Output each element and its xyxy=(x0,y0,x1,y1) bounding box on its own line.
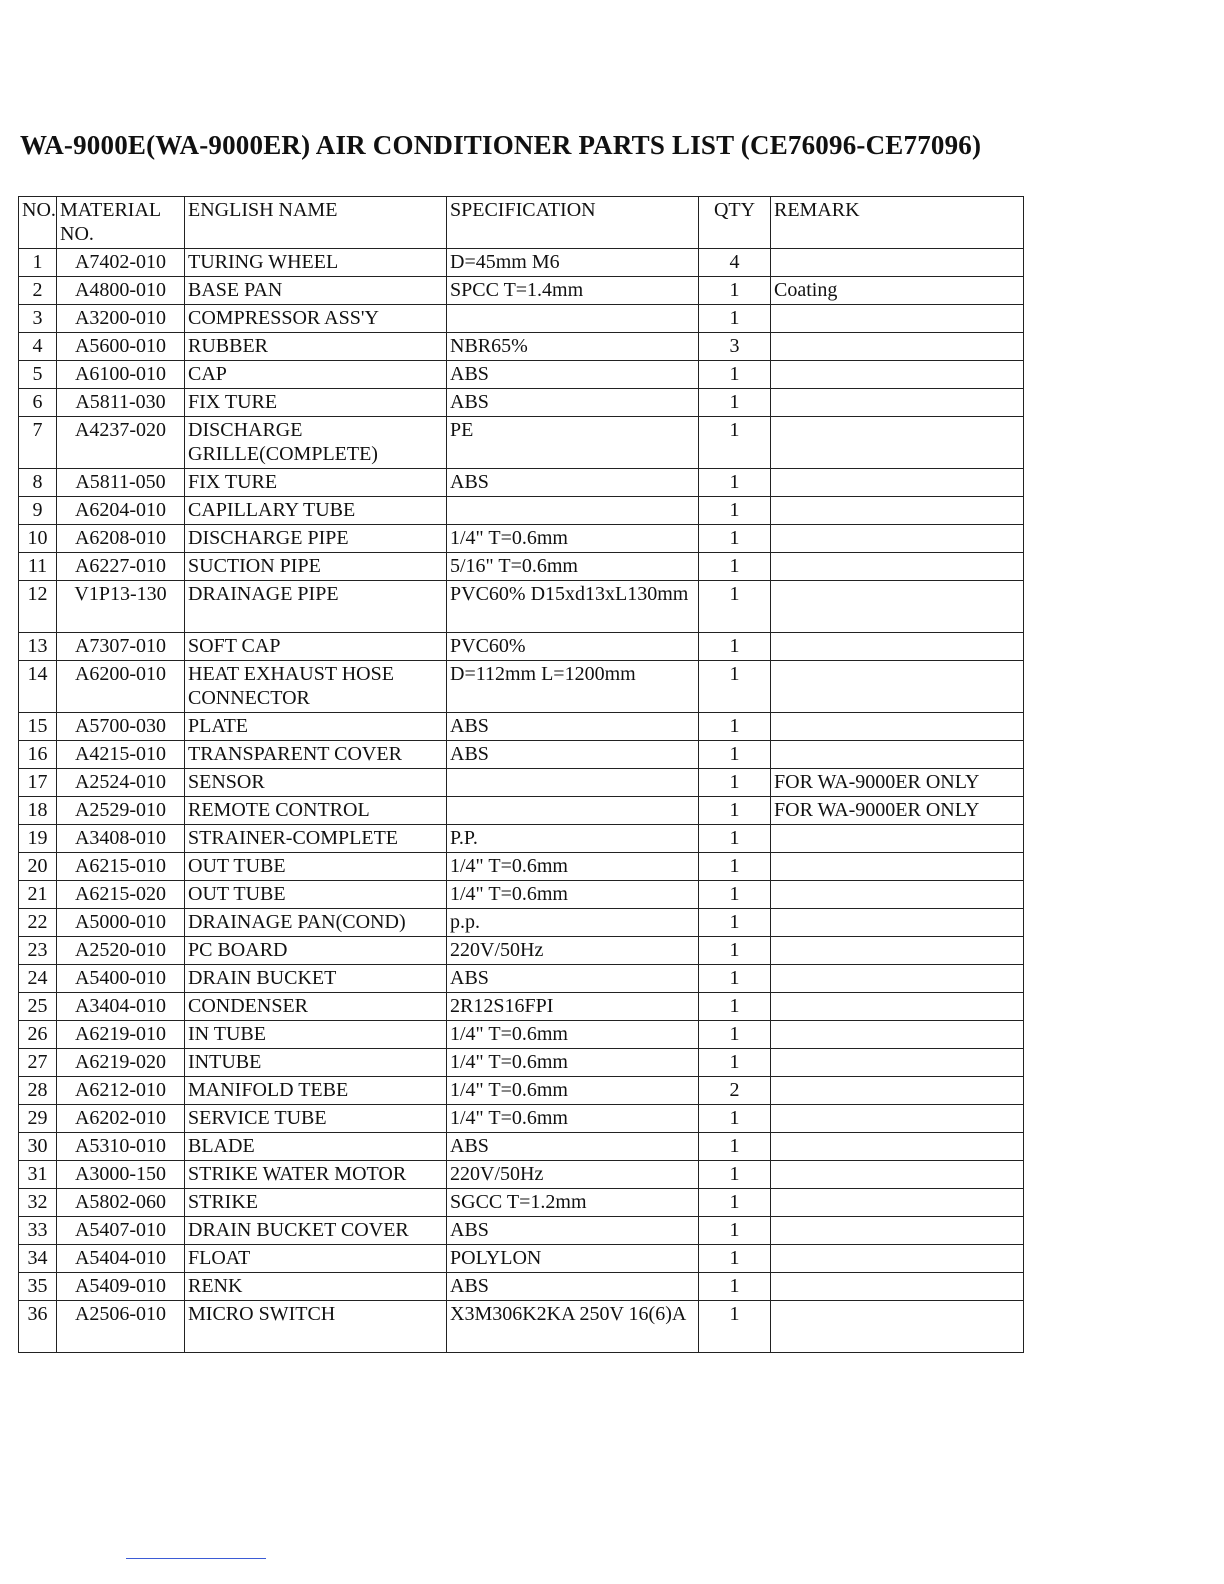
cell-english-name: TRANSPARENT COVER xyxy=(185,741,447,769)
cell-qty: 1 xyxy=(699,581,771,633)
cell-english-name: FLOAT xyxy=(185,1245,447,1273)
cell-no: 8 xyxy=(19,469,57,497)
table-row xyxy=(19,909,1024,937)
cell-specification: 1/4" T=0.6mm xyxy=(447,881,699,909)
cell-material-no: A5400-010 xyxy=(57,965,185,993)
table-row xyxy=(19,333,1024,361)
cell-qty: 1 xyxy=(699,993,771,1021)
cell-remark xyxy=(771,1245,1024,1273)
cell-qty: 1 xyxy=(699,1049,771,1077)
cell-english-name: MICRO SWITCH xyxy=(185,1301,447,1353)
table-row xyxy=(19,361,1024,389)
cell-specification xyxy=(447,305,699,333)
cell-qty: 4 xyxy=(699,249,771,277)
table-row xyxy=(19,249,1024,277)
header-remark: REMARK xyxy=(771,197,1024,249)
cell-remark xyxy=(771,1105,1024,1133)
cell-qty: 1 xyxy=(699,525,771,553)
table-row xyxy=(19,1245,1024,1273)
cell-material-no: A6100-010 xyxy=(57,361,185,389)
cell-english-name: TURING WHEEL xyxy=(185,249,447,277)
cell-no: 18 xyxy=(19,797,57,825)
cell-specification xyxy=(447,797,699,825)
cell-remark xyxy=(771,1217,1024,1245)
cell-specification: ABS xyxy=(447,1217,699,1245)
cell-qty: 1 xyxy=(699,797,771,825)
cell-remark xyxy=(771,993,1024,1021)
cell-remark xyxy=(771,965,1024,993)
cell-material-no: A5310-010 xyxy=(57,1133,185,1161)
cell-specification: PE xyxy=(447,417,699,469)
header-qty: QTY xyxy=(699,197,771,249)
cell-english-name: SERVICE TUBE xyxy=(185,1105,447,1133)
cell-material-no: A5700-030 xyxy=(57,713,185,741)
cell-material-no: A3408-010 xyxy=(57,825,185,853)
table-row xyxy=(19,389,1024,417)
cell-qty: 3 xyxy=(699,333,771,361)
table-row xyxy=(19,525,1024,553)
cell-remark: FOR WA-9000ER ONLY xyxy=(771,797,1024,825)
cell-qty: 1 xyxy=(699,713,771,741)
table-row xyxy=(19,417,1024,469)
cell-specification: ABS xyxy=(447,741,699,769)
cell-remark xyxy=(771,581,1024,633)
cell-no: 7 xyxy=(19,417,57,469)
cell-qty: 1 xyxy=(699,361,771,389)
cell-no: 9 xyxy=(19,497,57,525)
cell-english-name: FIX TURE xyxy=(185,469,447,497)
cell-specification: 220V/50Hz xyxy=(447,1161,699,1189)
cell-remark xyxy=(771,825,1024,853)
cell-specification: 1/4" T=0.6mm xyxy=(447,1049,699,1077)
cell-english-name: DRAINAGE PAN(COND) xyxy=(185,909,447,937)
table-row xyxy=(19,1105,1024,1133)
table-row xyxy=(19,497,1024,525)
cell-remark xyxy=(771,1021,1024,1049)
cell-remark xyxy=(771,249,1024,277)
cell-no: 28 xyxy=(19,1077,57,1105)
table-row xyxy=(19,661,1024,713)
cell-specification: 1/4" T=0.6mm xyxy=(447,1021,699,1049)
cell-qty: 1 xyxy=(699,937,771,965)
cell-no: 32 xyxy=(19,1189,57,1217)
cell-qty: 1 xyxy=(699,305,771,333)
cell-english-name: SUCTION PIPE xyxy=(185,553,447,581)
cell-english-name: PLATE xyxy=(185,713,447,741)
parts-table-body xyxy=(19,249,1024,1353)
cell-qty: 1 xyxy=(699,825,771,853)
cell-remark xyxy=(771,1077,1024,1105)
cell-material-no: A5409-010 xyxy=(57,1273,185,1301)
cell-english-name: INTUBE xyxy=(185,1049,447,1077)
cell-no: 25 xyxy=(19,993,57,1021)
table-row xyxy=(19,1301,1024,1353)
header-specification: SPECIFICATION xyxy=(447,197,699,249)
table-row xyxy=(19,277,1024,305)
table-row xyxy=(19,469,1024,497)
cell-qty: 1 xyxy=(699,1189,771,1217)
header-no: NO. xyxy=(19,197,57,249)
cell-material-no: A5000-010 xyxy=(57,909,185,937)
cell-no: 31 xyxy=(19,1161,57,1189)
cell-material-no: A4237-020 xyxy=(57,417,185,469)
cell-no: 33 xyxy=(19,1217,57,1245)
cell-english-name: BLADE xyxy=(185,1133,447,1161)
cell-specification: 1/4" T=0.6mm xyxy=(447,525,699,553)
cell-material-no: A6219-010 xyxy=(57,1021,185,1049)
cell-material-no: A6215-020 xyxy=(57,881,185,909)
cell-english-name: COMPRESSOR ASS'Y xyxy=(185,305,447,333)
cell-qty: 1 xyxy=(699,497,771,525)
cell-no: 3 xyxy=(19,305,57,333)
cell-qty: 1 xyxy=(699,469,771,497)
cell-material-no: A5811-050 xyxy=(57,469,185,497)
cell-specification: ABS xyxy=(447,1133,699,1161)
cell-specification: 1/4" T=0.6mm xyxy=(447,1105,699,1133)
cell-no: 16 xyxy=(19,741,57,769)
cell-remark xyxy=(771,333,1024,361)
cell-english-name: OUT TUBE xyxy=(185,881,447,909)
cell-remark xyxy=(771,1133,1024,1161)
cell-english-name: IN TUBE xyxy=(185,1021,447,1049)
table-row xyxy=(19,853,1024,881)
cell-specification: ABS xyxy=(447,361,699,389)
cell-english-name: BASE PAN xyxy=(185,277,447,305)
cell-specification: 2R12S16FPI xyxy=(447,993,699,1021)
cell-no: 2 xyxy=(19,277,57,305)
cell-no: 19 xyxy=(19,825,57,853)
cell-material-no: A7307-010 xyxy=(57,633,185,661)
cell-specification: ABS xyxy=(447,389,699,417)
cell-english-name: REMOTE CONTROL xyxy=(185,797,447,825)
cell-remark xyxy=(771,361,1024,389)
cell-qty: 1 xyxy=(699,417,771,469)
cell-specification: PVC60% D15xd13xL130mm xyxy=(447,581,699,633)
cell-english-name: RUBBER xyxy=(185,333,447,361)
cell-no: 35 xyxy=(19,1273,57,1301)
table-row xyxy=(19,1049,1024,1077)
cell-no: 15 xyxy=(19,713,57,741)
table-row xyxy=(19,305,1024,333)
table-row xyxy=(19,937,1024,965)
cell-no: 4 xyxy=(19,333,57,361)
cell-qty: 1 xyxy=(699,553,771,581)
cell-qty: 1 xyxy=(699,853,771,881)
cell-english-name: OUT TUBE xyxy=(185,853,447,881)
cell-no: 6 xyxy=(19,389,57,417)
page-title: WA-9000E(WA-9000ER) AIR CONDITIONER PARTS LIST (CE76096-CE77096) xyxy=(20,130,982,160)
cell-material-no: A2529-010 xyxy=(57,797,185,825)
table-row xyxy=(19,769,1024,797)
cell-remark xyxy=(771,1161,1024,1189)
cell-qty: 1 xyxy=(699,1245,771,1273)
cell-specification xyxy=(447,497,699,525)
cell-english-name: CAPILLARY TUBE xyxy=(185,497,447,525)
cell-material-no: A6208-010 xyxy=(57,525,185,553)
cell-qty: 1 xyxy=(699,741,771,769)
cell-remark xyxy=(771,1273,1024,1301)
cell-material-no: A2520-010 xyxy=(57,937,185,965)
cell-no: 20 xyxy=(19,853,57,881)
cell-no: 30 xyxy=(19,1133,57,1161)
cell-material-no: A6219-020 xyxy=(57,1049,185,1077)
cell-no: 17 xyxy=(19,769,57,797)
table-row xyxy=(19,1189,1024,1217)
cell-remark xyxy=(771,553,1024,581)
cell-material-no: A6204-010 xyxy=(57,497,185,525)
cell-remark xyxy=(771,741,1024,769)
table-row xyxy=(19,881,1024,909)
cell-no: 22 xyxy=(19,909,57,937)
cell-no: 29 xyxy=(19,1105,57,1133)
cell-material-no: A5600-010 xyxy=(57,333,185,361)
cell-no: 24 xyxy=(19,965,57,993)
cell-no: 26 xyxy=(19,1021,57,1049)
cell-no: 12 xyxy=(19,581,57,633)
cell-english-name: DISCHARGE PIPE xyxy=(185,525,447,553)
cell-english-name: CAP xyxy=(185,361,447,389)
cell-qty: 1 xyxy=(699,1105,771,1133)
cell-qty: 1 xyxy=(699,277,771,305)
cell-qty: 1 xyxy=(699,1161,771,1189)
cell-no: 34 xyxy=(19,1245,57,1273)
cell-english-name: SOFT CAP xyxy=(185,633,447,661)
cell-material-no: A2506-010 xyxy=(57,1301,185,1353)
table-row xyxy=(19,825,1024,853)
table-row xyxy=(19,1161,1024,1189)
cell-no: 10 xyxy=(19,525,57,553)
table-row xyxy=(19,553,1024,581)
cell-remark: Coating xyxy=(771,277,1024,305)
cell-no: 36 xyxy=(19,1301,57,1353)
cell-remark xyxy=(771,417,1024,469)
cell-remark xyxy=(771,937,1024,965)
cell-remark xyxy=(771,853,1024,881)
cell-material-no: A7402-010 xyxy=(57,249,185,277)
cell-material-no: A6200-010 xyxy=(57,661,185,713)
cell-qty: 1 xyxy=(699,1133,771,1161)
cell-material-no: V1P13-130 xyxy=(57,581,185,633)
footer-rule xyxy=(126,1558,266,1559)
cell-material-no: A3200-010 xyxy=(57,305,185,333)
cell-remark xyxy=(771,1189,1024,1217)
cell-qty: 1 xyxy=(699,769,771,797)
cell-english-name: MANIFOLD TEBE xyxy=(185,1077,447,1105)
cell-english-name: DISCHARGE GRILLE(COMPLETE) xyxy=(185,417,447,469)
cell-qty: 1 xyxy=(699,909,771,937)
cell-specification: NBR65% xyxy=(447,333,699,361)
table-row xyxy=(19,633,1024,661)
cell-remark xyxy=(771,389,1024,417)
cell-remark: FOR WA-9000ER ONLY xyxy=(771,769,1024,797)
cell-qty: 1 xyxy=(699,1301,771,1353)
cell-qty: 1 xyxy=(699,1021,771,1049)
header-material-no: MATERIAL NO. xyxy=(57,197,185,249)
cell-specification: ABS xyxy=(447,713,699,741)
table-row xyxy=(19,1077,1024,1105)
cell-material-no: A6215-010 xyxy=(57,853,185,881)
cell-remark xyxy=(771,497,1024,525)
cell-english-name: FIX TURE xyxy=(185,389,447,417)
cell-specification: 5/16" T=0.6mm xyxy=(447,553,699,581)
cell-english-name: SENSOR xyxy=(185,769,447,797)
cell-remark xyxy=(771,1301,1024,1353)
cell-english-name: CONDENSER xyxy=(185,993,447,1021)
cell-material-no: A3000-150 xyxy=(57,1161,185,1189)
cell-english-name: RENK xyxy=(185,1273,447,1301)
cell-specification: PVC60% xyxy=(447,633,699,661)
cell-qty: 1 xyxy=(699,1217,771,1245)
table-row xyxy=(19,1217,1024,1245)
cell-no: 5 xyxy=(19,361,57,389)
cell-material-no: A4800-010 xyxy=(57,277,185,305)
cell-qty: 1 xyxy=(699,633,771,661)
cell-qty: 1 xyxy=(699,881,771,909)
cell-english-name: STRIKE xyxy=(185,1189,447,1217)
cell-specification: 1/4" T=0.6mm xyxy=(447,1077,699,1105)
cell-qty: 1 xyxy=(699,661,771,713)
cell-material-no: A5802-060 xyxy=(57,1189,185,1217)
cell-remark xyxy=(771,469,1024,497)
cell-remark xyxy=(771,305,1024,333)
cell-no: 1 xyxy=(19,249,57,277)
cell-english-name: DRAIN BUCKET COVER xyxy=(185,1217,447,1245)
table-row xyxy=(19,965,1024,993)
cell-english-name: PC BOARD xyxy=(185,937,447,965)
cell-specification: ABS xyxy=(447,1273,699,1301)
cell-english-name: STRIKE WATER MOTOR xyxy=(185,1161,447,1189)
table-row xyxy=(19,741,1024,769)
cell-remark xyxy=(771,661,1024,713)
cell-specification: SPCC T=1.4mm xyxy=(447,277,699,305)
cell-qty: 1 xyxy=(699,1273,771,1301)
cell-specification: 220V/50Hz xyxy=(447,937,699,965)
cell-no: 13 xyxy=(19,633,57,661)
cell-specification: ABS xyxy=(447,965,699,993)
cell-no: 14 xyxy=(19,661,57,713)
cell-material-no: A2524-010 xyxy=(57,769,185,797)
cell-material-no: A6212-010 xyxy=(57,1077,185,1105)
cell-remark xyxy=(771,881,1024,909)
cell-specification: P.P. xyxy=(447,825,699,853)
cell-remark xyxy=(771,633,1024,661)
cell-remark xyxy=(771,909,1024,937)
cell-specification: p.p. xyxy=(447,909,699,937)
cell-material-no: A6227-010 xyxy=(57,553,185,581)
parts-table xyxy=(18,196,1024,1353)
cell-material-no: A3404-010 xyxy=(57,993,185,1021)
cell-no: 11 xyxy=(19,553,57,581)
table-row xyxy=(19,1133,1024,1161)
table-row xyxy=(19,1021,1024,1049)
cell-material-no: A6202-010 xyxy=(57,1105,185,1133)
cell-qty: 1 xyxy=(699,965,771,993)
cell-english-name: DRAIN BUCKET xyxy=(185,965,447,993)
cell-remark xyxy=(771,1049,1024,1077)
table-header-row xyxy=(19,197,1024,249)
cell-specification: SGCC T=1.2mm xyxy=(447,1189,699,1217)
table-row xyxy=(19,1273,1024,1301)
cell-remark xyxy=(771,525,1024,553)
cell-english-name: STRAINER-COMPLETE xyxy=(185,825,447,853)
cell-specification: D=45mm M6 xyxy=(447,249,699,277)
table-row xyxy=(19,581,1024,633)
cell-material-no: A5407-010 xyxy=(57,1217,185,1245)
table-row xyxy=(19,797,1024,825)
table-row xyxy=(19,713,1024,741)
cell-specification: POLYLON xyxy=(447,1245,699,1273)
cell-qty: 1 xyxy=(699,389,771,417)
cell-english-name: HEAT EXHAUST HOSE CONNECTOR xyxy=(185,661,447,713)
cell-material-no: A5404-010 xyxy=(57,1245,185,1273)
header-english-name: ENGLISH NAME xyxy=(185,197,447,249)
cell-no: 21 xyxy=(19,881,57,909)
cell-specification xyxy=(447,769,699,797)
cell-qty: 2 xyxy=(699,1077,771,1105)
cell-specification: ABS xyxy=(447,469,699,497)
cell-english-name: DRAINAGE PIPE xyxy=(185,581,447,633)
cell-remark xyxy=(771,713,1024,741)
cell-no: 23 xyxy=(19,937,57,965)
cell-specification: D=112mm L=1200mm xyxy=(447,661,699,713)
cell-no: 27 xyxy=(19,1049,57,1077)
table-row xyxy=(19,993,1024,1021)
cell-specification: X3M306K2KA 250V 16(6)A xyxy=(447,1301,699,1353)
cell-specification: 1/4" T=0.6mm xyxy=(447,853,699,881)
cell-material-no: A4215-010 xyxy=(57,741,185,769)
cell-material-no: A5811-030 xyxy=(57,389,185,417)
